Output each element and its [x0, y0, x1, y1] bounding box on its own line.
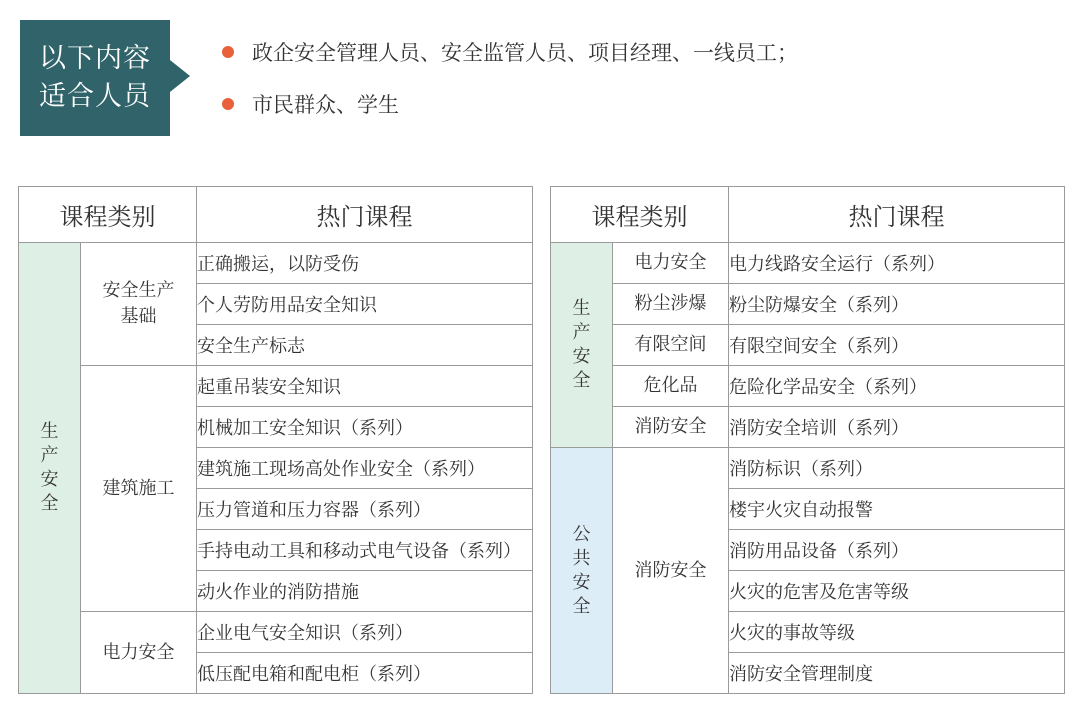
table-row: [19, 243, 533, 284]
course-cell: 消防安全培训（系列）: [729, 407, 1065, 448]
subcategory-cell: 安全生产 基础: [81, 243, 197, 366]
course-cell: 有限空间安全（系列）: [729, 325, 1065, 366]
audience-item-text: 市民群众、学生: [252, 93, 399, 117]
course-cell: 危险化学品安全（系列）: [729, 366, 1065, 407]
course-cell: 消防安全管理制度: [729, 653, 1065, 694]
subcategory-cell: 消防安全: [613, 448, 729, 694]
table-header-row: [19, 187, 533, 243]
audience-label-line: 以下内容: [39, 43, 151, 74]
audience-item-text: 政企安全管理人员、安全监管人员、项目经理、一线员工；: [252, 41, 798, 65]
header-courses: 热门课程: [729, 187, 1065, 243]
audience-label-line: 适合人员: [39, 81, 151, 112]
category-cell-production-safety: 生 产 安 全: [19, 243, 81, 694]
course-cell: 个人劳防用品安全知识: [197, 284, 533, 325]
subcategory-cell: 建筑施工: [81, 366, 197, 612]
course-cell: 机械加工安全知识（系列）: [197, 407, 533, 448]
table-row: [551, 366, 1065, 407]
header-courses: 热门课程: [197, 187, 533, 243]
bullet-dot-icon: [222, 46, 234, 58]
course-table-left: [18, 186, 533, 694]
table-row: [551, 325, 1065, 366]
subcategory-cell: 有限空间: [613, 325, 729, 366]
category-cell-public-safety: 公 共 安 全: [551, 448, 613, 694]
bullet-dot-icon: [222, 98, 234, 110]
table-row: [19, 612, 533, 653]
subcategory-cell: 电力安全: [81, 612, 197, 694]
course-cell: 企业电气安全知识（系列）: [197, 612, 533, 653]
course-cell: 建筑施工现场高处作业安全（系列）: [197, 448, 533, 489]
course-cell: 动火作业的消防措施: [197, 571, 533, 612]
table-row: [551, 407, 1065, 448]
course-cell: 正确搬运，以防受伤: [197, 243, 533, 284]
course-cell: 消防标识（系列）: [729, 448, 1065, 489]
course-cell: 安全生产标志: [197, 325, 533, 366]
course-cell: 楼宇火灾自动报警: [729, 489, 1065, 530]
course-cell: 压力管道和压力容器（系列）: [197, 489, 533, 530]
table-row: [19, 366, 533, 407]
course-cell: 火灾的危害及危害等级: [729, 571, 1065, 612]
subcategory-cell: 危化品: [613, 366, 729, 407]
course-cell: 粉尘防爆安全（系列）: [729, 284, 1065, 325]
table-row: [551, 243, 1065, 284]
subcategory-cell: 电力安全: [613, 243, 729, 284]
course-cell: 消防用品设备（系列）: [729, 530, 1065, 571]
header-category: 课程类别: [551, 187, 729, 243]
subcategory-cell: 粉尘涉爆: [613, 284, 729, 325]
course-cell: 起重吊装安全知识: [197, 366, 533, 407]
audience-item: [222, 37, 798, 67]
course-cell: 手持电动工具和移动式电气设备（系列）: [197, 530, 533, 571]
audience-arrow: [170, 60, 190, 92]
course-table-right: [550, 186, 1065, 694]
table-row: [551, 448, 1065, 489]
header-category: 课程类别: [19, 187, 197, 243]
course-cell: 电力线路安全运行（系列）: [729, 243, 1065, 284]
subcategory-cell: 消防安全: [613, 407, 729, 448]
category-cell-production-safety: 生 产 安 全: [551, 243, 613, 448]
table-header-row: [551, 187, 1065, 243]
audience-label: [20, 20, 170, 136]
course-cell: 低压配电箱和配电柜（系列）: [197, 653, 533, 694]
audience-item: [222, 89, 399, 119]
course-cell: 火灾的事故等级: [729, 612, 1065, 653]
table-row: [551, 284, 1065, 325]
